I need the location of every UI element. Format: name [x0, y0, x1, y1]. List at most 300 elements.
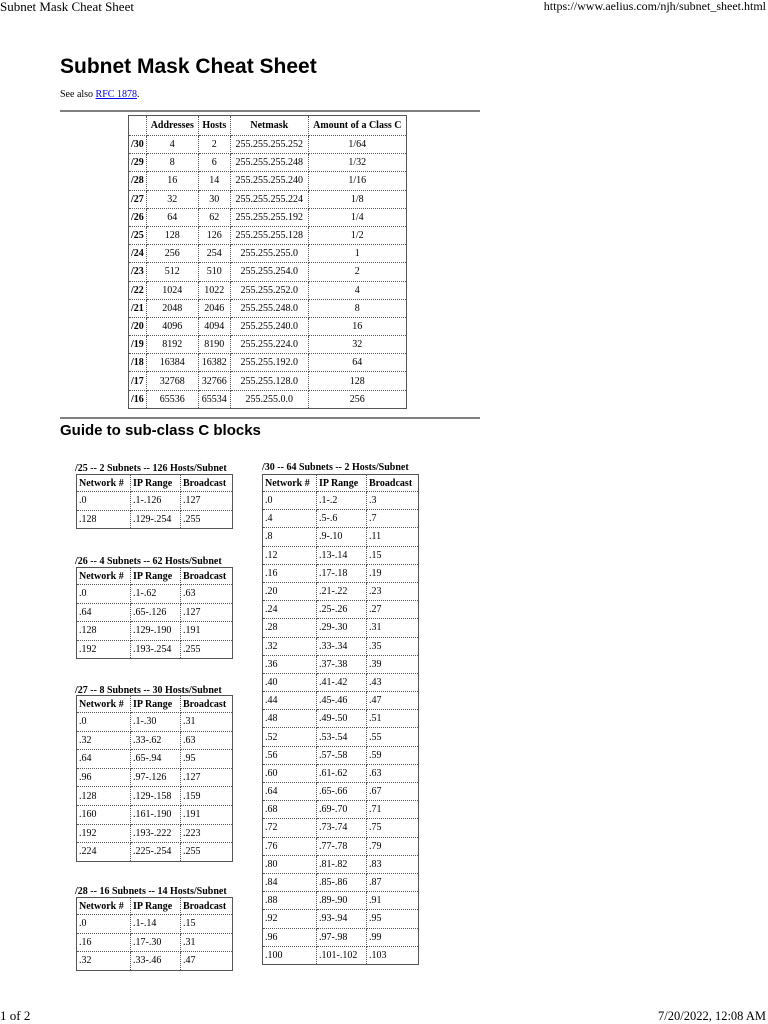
table-cell: .25-.26	[317, 601, 367, 619]
table-row	[129, 245, 407, 263]
table-cell: .1-.126	[131, 492, 181, 511]
table-header-row	[77, 696, 233, 713]
table-cell: .77-.78	[317, 837, 367, 855]
table-cell: 4094	[198, 317, 230, 335]
table-cell: /17	[129, 372, 147, 390]
table-row	[129, 136, 407, 154]
table-cell: .88	[263, 892, 317, 910]
table-cell: .80	[263, 855, 317, 873]
table-row	[263, 892, 419, 910]
table-cell: .11	[367, 528, 419, 546]
table-cell: /24	[129, 245, 147, 263]
column-header: Hosts	[198, 116, 230, 136]
table-row	[263, 837, 419, 855]
table-cell: .192	[77, 640, 131, 659]
table-cell: .84	[263, 873, 317, 891]
table-cell: 1/32	[308, 154, 406, 172]
table-cell: .20	[263, 582, 317, 600]
table-cell: .161-.190	[131, 805, 181, 824]
table-cell: 8	[146, 154, 198, 172]
table-cell: .101-.102	[317, 946, 367, 964]
table-cell: 16382	[198, 354, 230, 372]
table-cell: .61-.62	[317, 764, 367, 782]
table-cell: 255.255.248.0	[230, 299, 308, 317]
column-header: IP Range	[317, 475, 367, 492]
table-row	[77, 843, 233, 862]
table-row	[77, 933, 233, 952]
table-cell: .0	[77, 713, 131, 732]
table-row	[129, 299, 407, 317]
table-cell: .129-.254	[131, 510, 181, 529]
table-row	[129, 372, 407, 390]
print-footer-date: 7/20/2022, 12:08 AM	[658, 1009, 766, 1023]
table-cell: .5-.6	[317, 510, 367, 528]
column-header: Network #	[77, 696, 131, 713]
table-cell: 2048	[146, 299, 198, 317]
table-cell: .191	[181, 622, 233, 641]
table-row	[263, 673, 419, 691]
column-header: IP Range	[131, 696, 181, 713]
table-cell: 65536	[146, 390, 198, 408]
table-cell: .47	[367, 692, 419, 710]
table-row	[77, 750, 233, 769]
table-row	[263, 946, 419, 964]
table-cell: .81-.82	[317, 855, 367, 873]
table-row	[263, 746, 419, 764]
table-row	[129, 336, 407, 354]
table-row	[263, 582, 419, 600]
table-cell: .129-.158	[131, 787, 181, 806]
table-cell: 1/2	[308, 226, 406, 244]
table-cell: .21-.22	[317, 582, 367, 600]
table-cell: 6	[198, 154, 230, 172]
table-cell: .41-.42	[317, 673, 367, 691]
table-cell: .16	[77, 933, 131, 952]
table-cell: 255.255.0.0	[230, 390, 308, 408]
table-cell: 128	[308, 372, 406, 390]
table-cell: .159	[181, 787, 233, 806]
table-cell: /26	[129, 208, 147, 226]
table-cell: .53-.54	[317, 728, 367, 746]
table-cell: .44	[263, 692, 317, 710]
table-cell: .7	[367, 510, 419, 528]
table-cell: .67	[367, 783, 419, 801]
table-cell: .1-.62	[131, 585, 181, 604]
table-row	[263, 855, 419, 873]
table-row	[263, 910, 419, 928]
table-cell: .65-.126	[131, 603, 181, 622]
table-cell: .45-.46	[317, 692, 367, 710]
table-cell: .255	[181, 640, 233, 659]
table-cell: .79	[367, 837, 419, 855]
table-cell: .3	[367, 492, 419, 510]
table-cell: .16	[263, 564, 317, 582]
table-row	[263, 564, 419, 582]
table-cell: .33-.46	[131, 952, 181, 971]
subnet-mask-table	[128, 115, 407, 409]
table-cell: .17-.18	[317, 564, 367, 582]
table-row	[77, 824, 233, 843]
table-cell: .28	[263, 619, 317, 637]
table-cell: .64	[263, 783, 317, 801]
table-cell: .129-.190	[131, 622, 181, 641]
table-cell: .19	[367, 564, 419, 582]
divider-top	[60, 110, 480, 112]
table-row	[129, 190, 407, 208]
table-cell: 256	[308, 390, 406, 408]
table-cell: .32	[263, 637, 317, 655]
table-cell: /23	[129, 263, 147, 281]
table-cell: .95	[367, 910, 419, 928]
table-cell: .127	[181, 768, 233, 787]
table-cell: 8	[308, 299, 406, 317]
table-cell: 2	[308, 263, 406, 281]
table-row	[263, 873, 419, 891]
table-row	[129, 208, 407, 226]
table-cell: .31	[181, 933, 233, 952]
table-cell: .87	[367, 873, 419, 891]
table-cell: 16384	[146, 354, 198, 372]
table-row	[263, 655, 419, 673]
table-cell: 4096	[146, 317, 198, 335]
table-cell: 255.255.255.240	[230, 172, 308, 190]
table-cell: .33-.34	[317, 637, 367, 655]
table-cell: 128	[146, 226, 198, 244]
table-cell: 255.255.255.0	[230, 245, 308, 263]
table-row	[263, 710, 419, 728]
table-cell: .57-.58	[317, 746, 367, 764]
table-row	[129, 281, 407, 299]
table-row	[129, 263, 407, 281]
table-cell: 4	[308, 281, 406, 299]
table-cell: 64	[308, 354, 406, 372]
table-cell: /29	[129, 154, 147, 172]
table-row	[263, 728, 419, 746]
table-cell: .36	[263, 655, 317, 673]
subnet-block-table	[76, 474, 233, 529]
table-row	[77, 768, 233, 787]
table-cell: .76	[263, 837, 317, 855]
print-header-url: https://www.aelius.com/njh/subnet_sheet.html	[543, 0, 766, 13]
block-caption: /27 -- 8 Subnets -- 30 Hosts/Subnet	[75, 685, 222, 696]
table-cell: 32	[308, 336, 406, 354]
table-row	[263, 928, 419, 946]
table-cell: 32	[146, 190, 198, 208]
column-header: IP Range	[131, 898, 181, 915]
table-cell: .96	[263, 928, 317, 946]
table-cell: 126	[198, 226, 230, 244]
table-cell: .75	[367, 819, 419, 837]
table-cell: .191	[181, 805, 233, 824]
table-cell: /27	[129, 190, 147, 208]
column-header: Addresses	[146, 116, 198, 136]
table-cell: .35	[367, 637, 419, 655]
table-cell: 14	[198, 172, 230, 190]
table-cell: .71	[367, 801, 419, 819]
table-cell: /28	[129, 172, 147, 190]
subnet-block-table	[76, 897, 233, 971]
column-header: Network #	[77, 898, 131, 915]
table-cell: 1/64	[308, 136, 406, 154]
subnet-block-table	[262, 474, 419, 965]
see-also-prefix: See also	[60, 89, 96, 100]
table-row	[263, 637, 419, 655]
table-cell: .32	[77, 731, 131, 750]
table-cell: .1-.2	[317, 492, 367, 510]
column-header: Network #	[263, 475, 317, 492]
table-cell: .69-.70	[317, 801, 367, 819]
table-cell: .4	[263, 510, 317, 528]
table-row	[263, 546, 419, 564]
table-cell: .27	[367, 601, 419, 619]
table-cell: 64	[146, 208, 198, 226]
table-cell: .23	[367, 582, 419, 600]
table-cell: .225-.254	[131, 843, 181, 862]
table-cell: /21	[129, 299, 147, 317]
table-row	[263, 601, 419, 619]
table-cell: 30	[198, 190, 230, 208]
table-cell: 16	[146, 172, 198, 190]
table-cell: .0	[77, 585, 131, 604]
table-cell: .63	[181, 585, 233, 604]
table-row	[129, 354, 407, 372]
table-row	[77, 915, 233, 934]
print-header-title: Subnet Mask Cheat Sheet	[0, 0, 134, 14]
table-cell: 1022	[198, 281, 230, 299]
column-header: IP Range	[131, 568, 181, 585]
table-header-row	[263, 475, 419, 492]
table-cell: .193-.254	[131, 640, 181, 659]
column-header: Netmask	[230, 116, 308, 136]
see-also-line	[60, 89, 139, 100]
table-row	[77, 622, 233, 641]
table-header-row	[129, 116, 407, 136]
table-cell: .32	[77, 952, 131, 971]
table-cell: .43	[367, 673, 419, 691]
table-cell: .128	[77, 787, 131, 806]
block-caption: /26 -- 4 Subnets -- 62 Hosts/Subnet	[75, 556, 222, 567]
subnet-block-table	[76, 695, 233, 862]
section-heading: Guide to sub-class C blocks	[60, 422, 261, 439]
table-cell: .127	[181, 603, 233, 622]
table-cell: /19	[129, 336, 147, 354]
table-cell: 254	[198, 245, 230, 263]
table-cell: 255.255.255.224	[230, 190, 308, 208]
table-cell: .29-.30	[317, 619, 367, 637]
table-cell: .0	[77, 915, 131, 934]
table-cell: 510	[198, 263, 230, 281]
column-header: Amount of a Class C	[308, 116, 406, 136]
print-footer-page: 1 of 2	[0, 1008, 31, 1023]
table-row	[77, 731, 233, 750]
table-row	[263, 492, 419, 510]
table-cell: 255.255.224.0	[230, 336, 308, 354]
table-cell: .48	[263, 710, 317, 728]
table-cell: 255.255.128.0	[230, 372, 308, 390]
table-cell: .31	[181, 713, 233, 732]
block-caption: /28 -- 16 Subnets -- 14 Hosts/Subnet	[75, 886, 227, 897]
column-header: Network #	[77, 568, 131, 585]
table-cell: /18	[129, 354, 147, 372]
table-cell: .193-.222	[131, 824, 181, 843]
table-cell: .255	[181, 510, 233, 529]
subnet-block-table	[76, 567, 233, 659]
table-cell: .0	[77, 492, 131, 511]
table-cell: .31	[367, 619, 419, 637]
table-cell: .17-.30	[131, 933, 181, 952]
table-cell: /22	[129, 281, 147, 299]
table-row	[77, 585, 233, 604]
table-cell: .72	[263, 819, 317, 837]
table-cell: 255.255.255.128	[230, 226, 308, 244]
table-cell: .15	[181, 915, 233, 934]
table-cell: 62	[198, 208, 230, 226]
table-cell: .63	[367, 764, 419, 782]
table-row	[263, 692, 419, 710]
column-header: IP Range	[131, 475, 181, 492]
table-cell: 4	[146, 136, 198, 154]
page-title: Subnet Mask Cheat Sheet	[60, 55, 317, 78]
table-cell: 255.255.240.0	[230, 317, 308, 335]
table-cell: .93-.94	[317, 910, 367, 928]
table-cell: .56	[263, 746, 317, 764]
table-row	[263, 528, 419, 546]
table-row	[263, 619, 419, 637]
table-cell: .1-.30	[131, 713, 181, 732]
block-caption: /30 -- 64 Subnets -- 2 Hosts/Subnet	[262, 462, 409, 473]
table-cell: /20	[129, 317, 147, 335]
table-cell: .63	[181, 731, 233, 750]
table-row	[263, 801, 419, 819]
table-cell: .64	[77, 750, 131, 769]
column-header: Broadcast	[181, 568, 233, 585]
column-header: Broadcast	[181, 475, 233, 492]
table-cell: .224	[77, 843, 131, 862]
table-cell: .68	[263, 801, 317, 819]
table-cell: 255.255.255.248	[230, 154, 308, 172]
table-row	[129, 390, 407, 408]
table-cell: 1024	[146, 281, 198, 299]
table-header-row	[77, 898, 233, 915]
table-cell: 2	[198, 136, 230, 154]
table-cell: .91	[367, 892, 419, 910]
table-cell: .95	[181, 750, 233, 769]
table-cell: 32768	[146, 372, 198, 390]
column-header: Broadcast	[181, 696, 233, 713]
column-header: Network #	[77, 475, 131, 492]
table-cell: .37-.38	[317, 655, 367, 673]
table-cell: 8190	[198, 336, 230, 354]
table-cell: .89-.90	[317, 892, 367, 910]
table-row	[263, 783, 419, 801]
table-cell: .64	[77, 603, 131, 622]
table-header-row	[77, 568, 233, 585]
table-cell: .15	[367, 546, 419, 564]
table-cell: .8	[263, 528, 317, 546]
table-cell: 1	[308, 245, 406, 263]
table-cell: .127	[181, 492, 233, 511]
table-cell: .24	[263, 601, 317, 619]
table-cell: .13-.14	[317, 546, 367, 564]
table-row	[77, 713, 233, 732]
table-cell: .97-.126	[131, 768, 181, 787]
table-row	[77, 805, 233, 824]
table-cell: .255	[181, 843, 233, 862]
rfc-link[interactable]: RFC 1878	[95, 89, 137, 100]
table-cell: .83	[367, 855, 419, 873]
table-row	[129, 172, 407, 190]
table-cell: .40	[263, 673, 317, 691]
table-cell: .47	[181, 952, 233, 971]
column-header	[129, 116, 147, 136]
table-row	[77, 510, 233, 529]
table-cell: .160	[77, 805, 131, 824]
table-cell: /30	[129, 136, 147, 154]
table-cell: .39	[367, 655, 419, 673]
table-cell: 32766	[198, 372, 230, 390]
table-cell: 16	[308, 317, 406, 335]
table-cell: .223	[181, 824, 233, 843]
table-cell: /25	[129, 226, 147, 244]
block-caption: /25 -- 2 Subnets -- 126 Hosts/Subnet	[75, 463, 227, 474]
table-cell: .1-.14	[131, 915, 181, 934]
table-cell: .128	[77, 622, 131, 641]
table-cell: .0	[263, 492, 317, 510]
table-cell: 512	[146, 263, 198, 281]
divider-middle	[60, 417, 480, 419]
table-cell: 2046	[198, 299, 230, 317]
table-cell: .92	[263, 910, 317, 928]
table-row	[263, 819, 419, 837]
table-cell: 65534	[198, 390, 230, 408]
table-row	[77, 787, 233, 806]
table-cell: .59	[367, 746, 419, 764]
table-cell: .103	[367, 946, 419, 964]
table-cell: .52	[263, 728, 317, 746]
table-cell: .55	[367, 728, 419, 746]
table-cell: 256	[146, 245, 198, 263]
table-cell: .97-.98	[317, 928, 367, 946]
table-row	[263, 764, 419, 782]
table-cell: 255.255.255.192	[230, 208, 308, 226]
table-cell: .73-.74	[317, 819, 367, 837]
table-cell: .60	[263, 764, 317, 782]
table-cell: .51	[367, 710, 419, 728]
table-cell: .96	[77, 768, 131, 787]
table-cell: .128	[77, 510, 131, 529]
table-row	[263, 510, 419, 528]
column-header: Broadcast	[181, 898, 233, 915]
table-cell: 1/16	[308, 172, 406, 190]
table-cell: .33-.62	[131, 731, 181, 750]
table-cell: .99	[367, 928, 419, 946]
table-cell: .65-.94	[131, 750, 181, 769]
table-row	[77, 640, 233, 659]
table-row	[77, 492, 233, 511]
table-cell: 255.255.252.0	[230, 281, 308, 299]
table-row	[77, 952, 233, 971]
table-cell: 255.255.255.252	[230, 136, 308, 154]
table-cell: 1/4	[308, 208, 406, 226]
table-cell: .85-.86	[317, 873, 367, 891]
table-cell: .65-.66	[317, 783, 367, 801]
table-header-row	[77, 475, 233, 492]
table-cell: .9-.10	[317, 528, 367, 546]
table-cell: .100	[263, 946, 317, 964]
table-cell: .49-.50	[317, 710, 367, 728]
table-cell: 8192	[146, 336, 198, 354]
table-row	[129, 154, 407, 172]
